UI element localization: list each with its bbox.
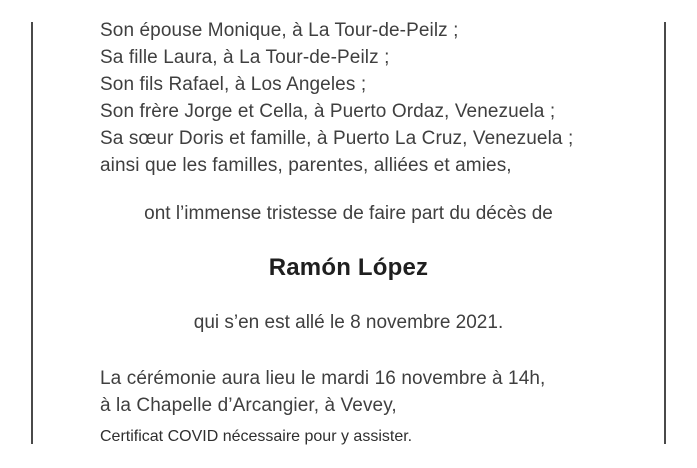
notice-column [100, 17, 597, 447]
left-border-rule [31, 22, 33, 444]
family-lines-block [100, 17, 597, 179]
ceremony-line-place: à la Chapelle d’Arcangier, à Vevey, [100, 395, 397, 416]
family-line-brother: Son frère Jorge et Cella, à Puerto Ordaz, Venezuela ; [100, 101, 556, 122]
family-line-spouse: Son épouse Monique, à La Tour-de-Peilz ; [100, 20, 459, 41]
deceased-name: Ramón López [268, 254, 429, 281]
family-line-daughter: Sa fille Laura, à La Tour-de-Peilz ; [100, 47, 390, 68]
ceremony-block [100, 365, 597, 419]
death-date-line: qui s’en est allé le 8 novembre 2021. [193, 312, 504, 333]
covid-note: Certificat COVID nécessaire pour y assister. [100, 428, 413, 445]
ceremony-line-date: La cérémonie aura lieu le mardi 16 novembre à 14h, [100, 368, 546, 389]
announcement-line: ont l’immense tristesse de faire part du décès de [144, 203, 553, 224]
family-line-son: Son fils Rafael, à Los Angeles ; [100, 74, 367, 95]
family-line-families: ainsi que les familles, parentes, alliées et amies, [100, 155, 512, 176]
right-border-rule [664, 22, 666, 444]
family-line-sister: Sa sœur Doris et famille, à Puerto La Cruz, Venezuela ; [100, 128, 574, 149]
